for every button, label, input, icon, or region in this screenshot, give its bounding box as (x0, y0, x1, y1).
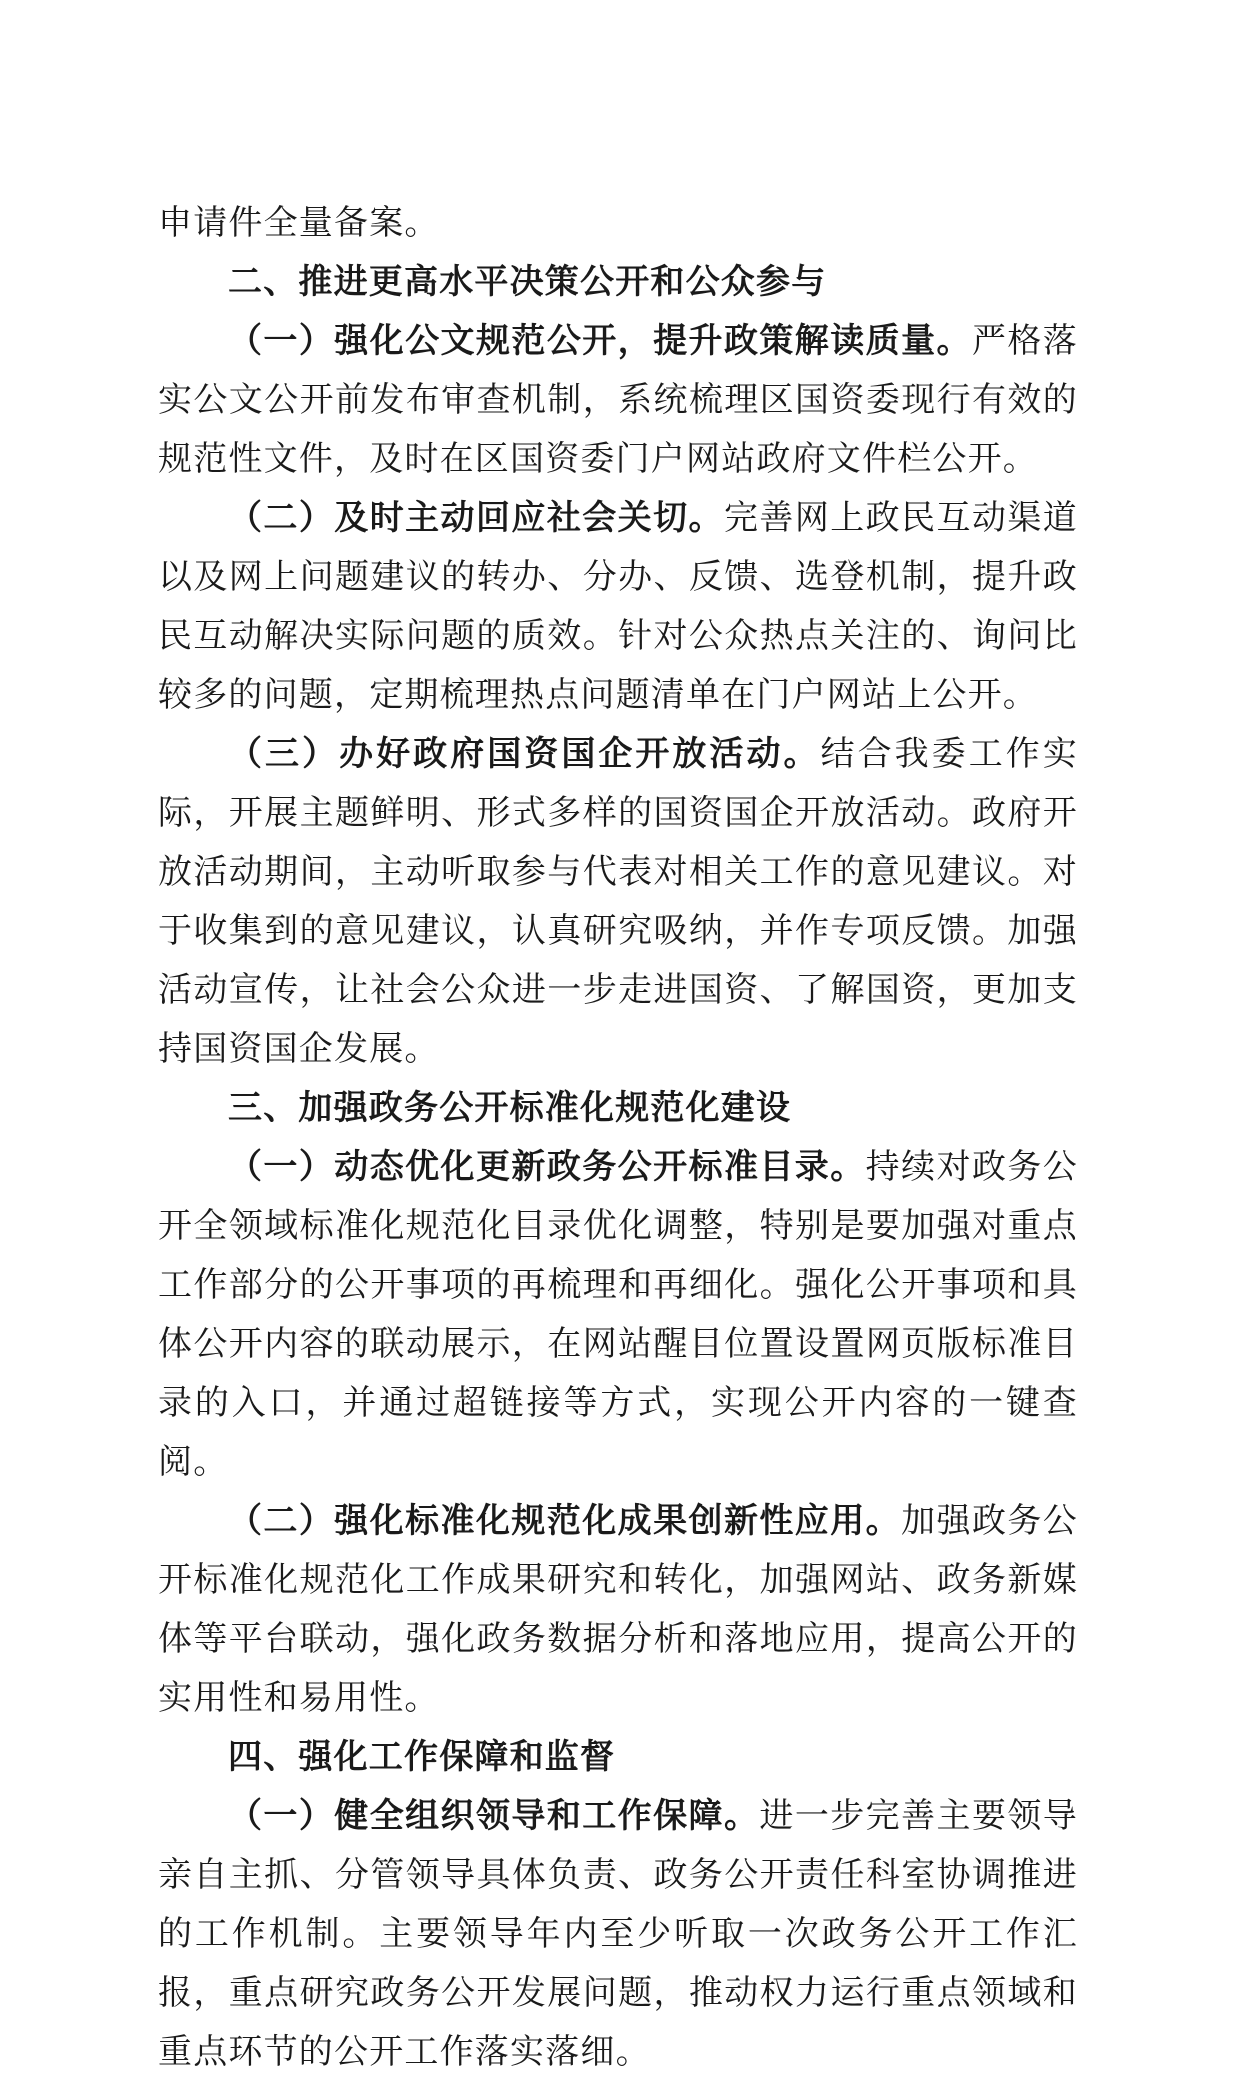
section-heading-4: 四、强化工作保障和监督 (228, 1737, 616, 1777)
subsection-text: 持续对政务公开全领域标准化规范化目录优化调整，特别是要加强对重点工作部分的公开事项的再梳理和再细化。强化公开事项和具体公开内容的联动展示，在网站醒目位置设置网页版标准目录的入口，并通过超链接等方式，实现公开内容的一键查阅。 (158, 1147, 1078, 1482)
subsection-text: 进一步完善主要领导亲自主抓、分管领导具体负责、政务公开责任科室协调推进的工作机制。主要领导年内至少听取一次政务公开工作汇报，重点研究政务公开发展问题，推动权力运行重点领域和重点环节的公开工作落实落细。 (158, 1796, 1078, 2072)
subsection-3-2 (158, 1492, 1078, 1728)
section-heading-2: 二、推进更高水平决策公开和公众参与 (228, 262, 827, 302)
subsection-text: 严格落实公文公开前发布审查机制，系统梳理区国资委现行有效的规范性文件，及时在区国资委门户网站政府文件栏公开。 (158, 321, 1078, 479)
subsection-lead: （一）动态优化更新政务公开标准目录。 (228, 1147, 866, 1187)
subsection-text: 加强政务公开标准化规范化工作成果研究和转化，加强网站、政务新媒体等平台联动，强化政务数据分析和落地应用，提高公开的实用性和易用性。 (158, 1501, 1078, 1718)
paragraph-text: 申请件全量备案。 (158, 203, 440, 243)
subsection-lead: （三）办好政府国资国企开放活动。 (228, 734, 821, 774)
paragraph-1 (158, 194, 1078, 253)
subsection-lead: （一）强化公文规范公开，提升政策解读质量。 (228, 321, 972, 361)
subsection-lead: （二）强化标准化规范化成果创新性应用。 (228, 1501, 902, 1541)
subsection-2-2 (158, 489, 1078, 725)
section-heading-3: 三、加强政务公开标准化规范化建设 (228, 1088, 792, 1128)
subsection-text: 结合我委工作实际，开展主题鲜明、形式多样的国资国企开放活动。政府开放活动期间，主动听取参与代表对相关工作的意见建议。对于收集到的意见建议，认真研究吸纳，并作专项反馈。加强活动宣传，让社会公众进一步走进国资、了解国资，更加支持国资国企发展。 (158, 734, 1078, 1069)
subsection-lead: （一）健全组织领导和工作保障。 (228, 1796, 760, 1836)
subsection-text: 完善网上政民互动渠道以及网上问题建议的转办、分办、反馈、选登机制，提升政民互动解决实际问题的质效。针对公众热点关注的、询问比较多的问题，定期梳理热点问题清单在门户网站上公开。 (158, 498, 1078, 715)
subsection-4-1 (158, 1787, 1078, 2082)
subsection-3-1 (158, 1138, 1078, 1492)
subsection-lead: （二）及时主动回应社会关切。 (228, 498, 724, 538)
document-body (158, 194, 1078, 2082)
subsection-2-3 (158, 725, 1078, 1079)
subsection-2-1 (158, 312, 1078, 489)
